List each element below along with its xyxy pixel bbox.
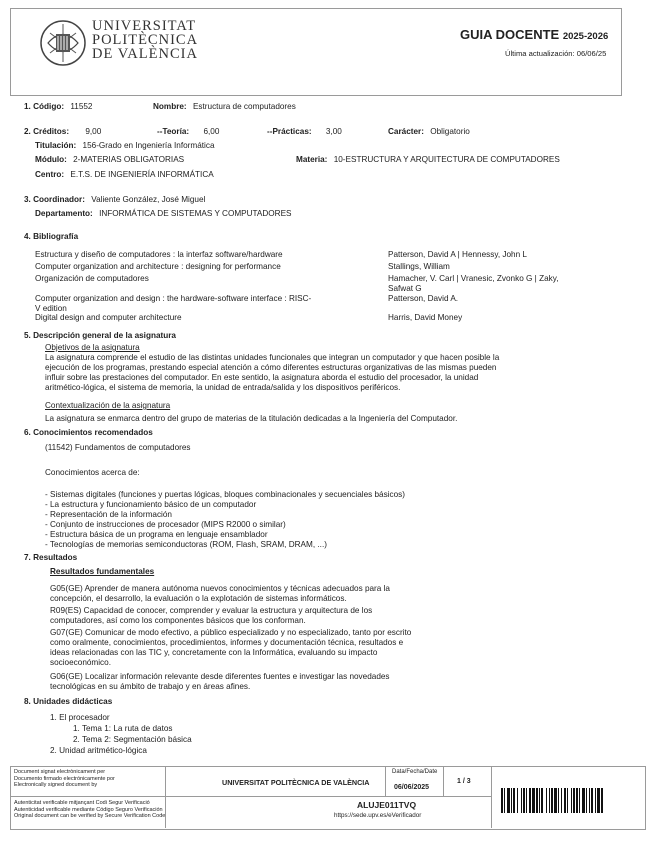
nombre-label: Nombre: [153, 102, 187, 111]
date-value: 06/06/2025 [394, 784, 430, 791]
materia-label: Materia: [296, 155, 328, 164]
resultados-line-5: G07(GE) Comunicar de modo efectivo, a público especializado y no especializado, tanto por escrito [50, 628, 412, 637]
centro-label: Centro: [35, 170, 65, 179]
unidad-1-tema-2: 2. Tema 2: Segmentación básica [73, 735, 192, 744]
bib-author-1: Patterson, David A | Hennessy, John L [388, 250, 527, 259]
objetivos-line-1: La asignatura comprende el estudio de las distintas unidades funcionales que integran un computador y que hacen posible la [45, 353, 500, 362]
resultados-title: 7. Resultados [24, 553, 78, 562]
doc-year: 2025-2026 [562, 31, 609, 42]
bib-author-2: Stallings, William [388, 262, 450, 271]
bib-title-2: Computer organization and architecture : designing for performance [35, 262, 281, 271]
objetivos-line-4: aritmético-lógica, el sistema de memoria, la unidad de entrada/salida y los dispositivos periféricos. [45, 383, 401, 392]
resultados-line-6: como oralmente, conocimientos, procedimientos, informes y documentación técnica, resultados e [50, 638, 404, 647]
teoria-row [157, 127, 219, 136]
creditos-row [24, 127, 101, 136]
verification-line-2: Autenticidad verificable mediante Código Seguro Verificación [14, 806, 163, 813]
bib-title-4: Computer organization and design : the hardware-software interface : RISC- [35, 294, 312, 303]
section-1-number: 1. [24, 102, 31, 111]
doc-title-text: GUIA DOCENTE [460, 27, 560, 42]
bib-title-3: Organización de computadores [35, 274, 149, 283]
conocimientos-item-5: - Estructura básica de un programa en lenguaje ensamblador [45, 530, 268, 539]
titulacion-row [35, 141, 215, 150]
section-3-number: 3. [24, 195, 31, 204]
modulo-label: Módulo: [35, 155, 67, 164]
objetivos-label: Objetivos de la asignatura [45, 343, 140, 352]
teoria-label: --Teoría: [157, 127, 190, 136]
section-2-number: 2. [24, 127, 31, 136]
resultados-line-2: concepción, el desarrollo, la evaluación o la explotación de sistemas informáticos. [50, 594, 347, 603]
unidad-1: 1. El procesador [50, 713, 110, 722]
codigo-value: 11552 [70, 102, 93, 111]
signature-note [14, 769, 115, 789]
signature-line-2: Documento firmado electrónicamente por [14, 775, 115, 782]
departamento-label: Departamento: [35, 209, 93, 218]
centro-value: E.T.S. DE INGENIERÍA INFORMÁTICA [70, 170, 214, 179]
codigo-label: Código: [33, 102, 65, 111]
conocimientos-item-2: - La estructura y funcionamiento básico de un computador [45, 500, 257, 509]
coordinador-row [24, 195, 205, 204]
resultados-sub: Resultados fundamentales [50, 567, 155, 576]
verification-code: ALUJE011TVQ [357, 800, 417, 810]
practicas-value: 3,00 [325, 127, 342, 136]
section-1 [24, 102, 93, 111]
last-update: Última actualización: 06/06/25 [505, 49, 607, 58]
page-number: 1 / 3 [457, 778, 471, 785]
descripcion-title: 5. Descripción general de la asignatura [24, 331, 176, 340]
footer-divider [10, 796, 491, 797]
conocimientos-item-3: - Representación de la información [45, 510, 172, 519]
modulo-row [35, 155, 184, 164]
conocimientos-item-4: - Conjunto de instrucciones de procesador (MIPS R2000 o similar) [45, 520, 286, 529]
coordinador-label: Coordinador: [33, 195, 85, 204]
conocimientos-intro: Conocimientos acerca de: [45, 468, 140, 477]
resultados-line-8: socioeconómico. [50, 658, 111, 667]
departamento-value: INFORMÁTICA DE SISTEMAS Y COMPUTADORES [99, 209, 292, 218]
bib-title-5: Digital design and computer architecture [35, 313, 182, 322]
doc-title [460, 27, 608, 42]
resultados-line-9: G06(GE) Localizar información relevante desde diferentes fuentes e investigar las novedades [50, 672, 390, 681]
verification-note [14, 800, 165, 820]
creditos-value: 9,00 [85, 127, 102, 136]
conocimientos-title: 6. Conocimientos recomendados [24, 428, 153, 437]
contexto-label: Contextualización de la asignatura [45, 401, 171, 410]
departamento-row [35, 209, 292, 218]
bib-title-1: Estructura y diseño de computadores : la interfaz software/hardware [35, 250, 283, 259]
resultados-line-1: G05(GE) Aprender de manera autónoma nuevos conocimientos y técnicas adecuados para la [50, 584, 390, 593]
signature-line-3: Electronically signed document by [14, 782, 98, 788]
materia-row [296, 155, 560, 164]
bib-author-4: Patterson, David A. [388, 294, 459, 303]
modulo-value: 2-MATERIAS OBLIGATORIAS [73, 155, 185, 164]
verification-line-3: Original document can be verified by Secure Verification Code [14, 813, 166, 819]
resultados-line-10: tecnológicas en su ámbito de trabajo y en áreas afines. [50, 682, 251, 691]
objetivos-line-2: ejecución de los programas, prestando especial atención a cómo diferentes estructuras organizativas de las mismas pueden [45, 363, 497, 372]
bib-author-3-cont: Safwat G [388, 284, 422, 293]
bib-author-5: Harris, David Money [388, 313, 463, 322]
resultados-line-3: R09(ES) Capacidad de conocer, comprender y evaluar la estructura y arquitectura de los [50, 606, 373, 615]
logo-text-line-3: DE VALÈNCIA [92, 46, 198, 62]
resultados-line-7: ideas relacionadas con las TIC y, concretamente con la Informática, evaluando su impacto [50, 648, 378, 657]
creditos-label: Créditos: [33, 127, 70, 136]
practicas-label: --Prácticas: [267, 127, 312, 136]
materia-value: 10-ESTRUCTURA Y ARQUITECTURA DE COMPUTADORES [333, 155, 560, 164]
bib-title-4-cont: V edition [35, 304, 67, 313]
nombre-value: Estructura de computadores [192, 102, 296, 111]
titulacion-label: Titulación: [35, 141, 77, 150]
logo-text-line-2: POLITÈCNICA [92, 32, 199, 48]
barcode-icon [500, 788, 643, 813]
practicas-row [267, 127, 342, 136]
footer-vline-4 [491, 766, 492, 828]
unidad-2: 2. Unidad aritmético-lógica [50, 746, 147, 755]
conocimientos-item-1: - Sistemas digitales (funciones y puertas lógicas, bloques combinacionales y secuenciales básicos) [45, 490, 405, 499]
signature-line-1: Document signat electrònicament per [14, 769, 106, 775]
objetivos-line-3: influir sobre las prestaciones del computador. En este sentido, la asignatura aborda el estudio del procesador, la unidad [45, 373, 479, 382]
conocimientos-item-6: - Tecnologías de memorias semiconductoras (ROM, Flash, SRAM, DRAM, ...) [45, 540, 327, 549]
unidad-1-tema-1: 1. Tema 1: La ruta de datos [73, 724, 173, 733]
nombre-row [153, 102, 296, 111]
caracter-label: Carácter: [388, 127, 424, 136]
bib-author-3: Hamacher, V. Carl | Vranesic, Zvonko G | Zaky, [388, 274, 559, 283]
footer-university: UNIVERSITAT POLITÈCNICA DE VALÈNCIA [222, 778, 370, 787]
verification-url[interactable]: https://sede.upv.es/eVerificador [334, 812, 422, 819]
resultados-line-4: computadores, así como los componentes básicos que los conforman. [50, 616, 306, 625]
date-label: Data/Fecha/Date [392, 769, 438, 775]
contexto-text: La asignatura se enmarca dentro del grupo de materias de la titulación dedicadas a la Ingeniería del Computador. [45, 414, 458, 423]
verification-line-1: Autenticitat verificable mitjançant Codi Segur Verificació [14, 800, 150, 806]
footer-vline-2 [385, 766, 386, 796]
footer-vline-3 [443, 766, 444, 796]
bibliografia-title: 4. Bibliografía [24, 232, 79, 241]
coordinador-value: Valiente González, José Miguel [91, 195, 206, 204]
titulacion-value: 156-Grado en Ingeniería Informática [82, 141, 215, 150]
upv-logo-icon [38, 18, 88, 68]
conocimientos-prev: (11542) Fundamentos de computadores [45, 443, 191, 452]
caracter-value: Obligatorio [430, 127, 470, 136]
logo-text-line-1: UNIVERSITAT [92, 18, 197, 34]
unidades-title: 8. Unidades didácticas [24, 697, 113, 706]
centro-row [35, 170, 214, 179]
teoria-value: 6,00 [203, 127, 220, 136]
caracter-row [388, 127, 470, 136]
